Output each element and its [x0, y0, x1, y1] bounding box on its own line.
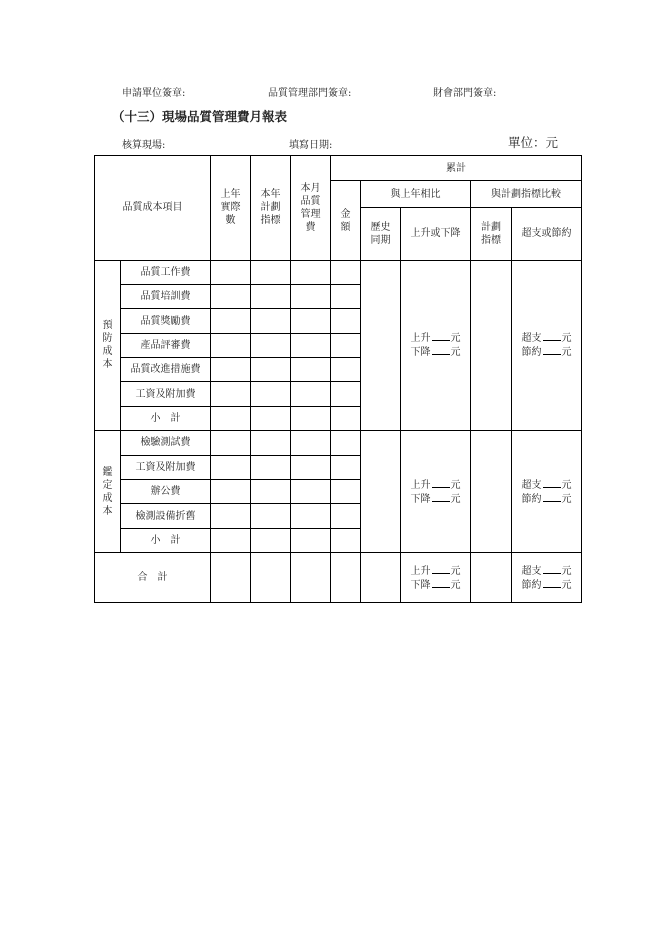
appraisal-label-char: 成 — [102, 492, 113, 504]
cell-last-year[interactable] — [211, 260, 251, 284]
header-last-year-line: 上年 — [220, 189, 241, 201]
cell-amount[interactable] — [331, 333, 361, 357]
header-amount — [331, 181, 361, 260]
amount-blank[interactable] — [543, 478, 561, 488]
yuan-text: 元 — [561, 493, 572, 505]
cell-month-cost[interactable] — [291, 406, 331, 430]
header-over-save-text: 超支或節約 — [521, 228, 572, 240]
cell-plan-index[interactable] — [471, 431, 512, 553]
cell-plan[interactable] — [251, 382, 291, 406]
amount-blank[interactable] — [543, 492, 561, 502]
appraisal-label-char: 本 — [102, 505, 113, 517]
over-text: 超支 — [521, 333, 542, 345]
amount-blank[interactable] — [432, 331, 450, 341]
prevention-label-char: 本 — [102, 359, 113, 371]
appraisal-label-char: 定 — [102, 479, 113, 491]
prevention-label-char: 預 — [102, 320, 113, 332]
cell-last-year[interactable] — [211, 406, 251, 430]
over-line — [512, 564, 581, 578]
cell-plan[interactable] — [251, 333, 291, 357]
yuan-text: 元 — [561, 333, 572, 345]
yuan-text: 元 — [450, 493, 461, 505]
appraisal-cost-label — [95, 431, 121, 553]
cell-amount[interactable] — [331, 284, 361, 308]
header-vs-last-year — [361, 181, 471, 207]
save-line — [512, 578, 581, 592]
save-text: 節約 — [521, 347, 542, 359]
header-month-cost — [291, 156, 331, 261]
save-text: 節約 — [521, 579, 542, 591]
cell-last-year[interactable] — [211, 553, 251, 603]
header-last-year-line: 數 — [225, 215, 236, 227]
cell-amount[interactable] — [331, 382, 361, 406]
fall-line — [401, 492, 470, 506]
cell-amount[interactable] — [331, 504, 361, 528]
header-history — [361, 207, 401, 260]
prevention-item: 品質工作費 — [121, 260, 211, 284]
rise-text: 上升 — [410, 565, 431, 577]
yuan-text: 元 — [450, 579, 461, 591]
over-text: 超支 — [521, 565, 542, 577]
appraisal-label-char: 鑑 — [102, 466, 113, 478]
total-label: 合 計 — [95, 553, 211, 603]
cell-amount[interactable] — [331, 358, 361, 382]
rise-text: 上升 — [410, 479, 431, 491]
prevention-item: 品質改進措施費 — [121, 358, 211, 382]
amount-blank[interactable] — [432, 492, 450, 502]
cell-history[interactable] — [361, 431, 401, 553]
cell-month-cost[interactable] — [291, 358, 331, 382]
cell-last-year[interactable] — [211, 358, 251, 382]
cell-plan-index[interactable] — [471, 553, 512, 603]
prevention-item: 工資及附加費 — [121, 382, 211, 406]
yuan-text: 元 — [450, 333, 461, 345]
yuan-text: 元 — [450, 479, 461, 491]
header-vs-plan-text: 與計劃指標比較 — [491, 188, 562, 200]
cell-plan[interactable] — [251, 553, 291, 603]
cell-month-cost[interactable] — [291, 309, 331, 333]
cell-month-cost[interactable] — [291, 382, 331, 406]
yuan-text: 元 — [450, 347, 461, 359]
prevention-over-save-cell — [512, 260, 582, 431]
header-plan-index — [471, 207, 512, 260]
over-text: 超支 — [521, 479, 542, 491]
fall-line — [401, 345, 470, 359]
quality-dept-signature-label: 品質管理部門簽章: — [268, 88, 352, 99]
fall-line — [401, 578, 470, 592]
rise-line — [401, 478, 470, 492]
header-over-save — [512, 207, 582, 260]
save-line — [512, 345, 581, 359]
prevention-label-char: 防 — [102, 333, 113, 345]
save-text: 節約 — [521, 493, 542, 505]
over-line — [512, 478, 581, 492]
header-history-line: 同期 — [370, 234, 391, 246]
fall-text: 下降 — [410, 579, 431, 591]
header-month-cost-line: 品質 — [300, 195, 321, 207]
fall-text: 下降 — [410, 347, 431, 359]
header-last-year — [211, 156, 251, 261]
cell-month-cost[interactable] — [291, 431, 331, 455]
cell-month-cost[interactable] — [291, 260, 331, 284]
header-plan — [251, 156, 291, 261]
cell-plan[interactable] — [251, 260, 291, 284]
rise-line — [401, 331, 470, 345]
header-last-year-line: 實際 — [220, 202, 241, 214]
cell-last-year[interactable] — [211, 333, 251, 357]
cell-month-cost[interactable] — [291, 284, 331, 308]
cell-month-cost[interactable] — [291, 479, 331, 503]
amount-blank[interactable] — [432, 478, 450, 488]
cell-plan[interactable] — [251, 455, 291, 479]
header-vs-plan — [471, 181, 582, 207]
applicant-signature-label: 申請單位簽章: — [122, 88, 186, 99]
prevention-item: 品質培訓費 — [121, 284, 211, 308]
cell-month-cost[interactable] — [291, 528, 331, 552]
rise-text: 上升 — [410, 333, 431, 345]
cell-plan[interactable] — [251, 431, 291, 455]
header-plan-index-line: 指標 — [481, 234, 501, 246]
cell-amount[interactable] — [331, 309, 361, 333]
report-title: （十三）現場品質管理費月報表 — [112, 109, 288, 124]
amount-blank[interactable] — [432, 578, 450, 588]
appraisal-item: 檢測設備折舊 — [121, 504, 211, 528]
cell-month-cost[interactable] — [291, 504, 331, 528]
header-month-cost-line: 費 — [305, 221, 316, 233]
cell-amount[interactable] — [331, 479, 361, 503]
unit-label: 單位：元 — [508, 135, 559, 150]
cell-last-year[interactable] — [211, 382, 251, 406]
header-amount-line: 額 — [340, 221, 351, 233]
total-over-save-cell — [512, 553, 582, 603]
cell-month-cost[interactable] — [291, 333, 331, 357]
over-line — [512, 331, 581, 345]
appraisal-over-save-cell — [512, 431, 582, 553]
cell-plan[interactable] — [251, 479, 291, 503]
cell-month-cost[interactable] — [291, 455, 331, 479]
cell-amount[interactable] — [331, 260, 361, 284]
cell-plan[interactable] — [251, 406, 291, 430]
cell-amount[interactable] — [331, 455, 361, 479]
appraisal-item: 工資及附加費 — [121, 455, 211, 479]
cell-last-year[interactable] — [211, 455, 251, 479]
amount-blank[interactable] — [543, 345, 561, 355]
header-plan-line: 指標 — [260, 215, 281, 227]
header-history-line: 歷史 — [370, 221, 391, 233]
yuan-text: 元 — [450, 565, 461, 577]
cell-last-year[interactable] — [211, 479, 251, 503]
amount-blank[interactable] — [543, 578, 561, 588]
date-label: 填寫日期: — [289, 140, 333, 151]
total-rise-fall-cell — [401, 553, 471, 603]
cell-last-year[interactable] — [211, 284, 251, 308]
header-rise-fall-text: 上升或下降 — [410, 228, 461, 240]
fall-text: 下降 — [410, 493, 431, 505]
prevention-item: 產品評審費 — [121, 333, 211, 357]
prevention-rise-fall-cell — [401, 260, 471, 431]
header-month-cost-line: 本月 — [300, 182, 321, 194]
quality-cost-table — [94, 155, 582, 603]
prevention-label-char: 成 — [102, 346, 113, 358]
header-rise-fall — [401, 207, 471, 260]
header-month-cost-line: 管理 — [300, 208, 321, 220]
cell-last-year[interactable] — [211, 431, 251, 455]
cell-history[interactable] — [361, 260, 401, 431]
yuan-text: 元 — [561, 565, 572, 577]
amount-blank[interactable] — [543, 331, 561, 341]
header-cumulative — [331, 156, 582, 181]
header-plan-index-line: 計劃 — [481, 221, 501, 233]
cell-last-year[interactable] — [211, 309, 251, 333]
save-line — [512, 492, 581, 506]
cell-amount[interactable] — [331, 528, 361, 552]
cell-plan-index[interactable] — [471, 260, 512, 431]
rise-line — [401, 564, 470, 578]
appraisal-rise-fall-cell — [401, 431, 471, 553]
finance-dept-signature-label: 財會部門簽章: — [433, 88, 497, 99]
amount-blank[interactable] — [432, 564, 450, 574]
cell-plan[interactable] — [251, 309, 291, 333]
header-cumulative-text: 累計 — [446, 162, 467, 174]
appraisal-subtotal-label: 小 計 — [121, 528, 211, 552]
cell-month-cost[interactable] — [291, 553, 331, 603]
amount-blank[interactable] — [543, 564, 561, 574]
cell-amount[interactable] — [331, 431, 361, 455]
header-vs-last-year-text: 與上年相比 — [390, 188, 441, 200]
cell-history[interactable] — [361, 553, 401, 603]
appraisal-item: 檢驗測試費 — [121, 431, 211, 455]
cell-plan[interactable] — [251, 358, 291, 382]
appraisal-item: 辦公費 — [121, 479, 211, 503]
prevention-item: 品質獎勵費 — [121, 309, 211, 333]
yuan-text: 元 — [561, 347, 572, 359]
header-amount-line: 金 — [340, 208, 351, 220]
header-plan-line: 本年 — [260, 189, 281, 201]
yuan-text: 元 — [561, 579, 572, 591]
cell-amount[interactable] — [331, 406, 361, 430]
amount-blank[interactable] — [432, 345, 450, 355]
prevention-subtotal-label: 小 計 — [121, 406, 211, 430]
cell-plan[interactable] — [251, 504, 291, 528]
site-label: 核算現場: — [122, 140, 166, 151]
header-item: 品質成本項目 — [122, 202, 183, 214]
header-plan-line: 計劃 — [260, 202, 281, 214]
cell-plan[interactable] — [251, 528, 291, 552]
cell-plan[interactable] — [251, 284, 291, 308]
prevention-cost-label — [95, 260, 121, 431]
yuan-text: 元 — [561, 479, 572, 491]
header-item-cell — [95, 156, 211, 261]
cell-amount[interactable] — [331, 553, 361, 603]
cell-last-year[interactable] — [211, 504, 251, 528]
cell-last-year[interactable] — [211, 528, 251, 552]
